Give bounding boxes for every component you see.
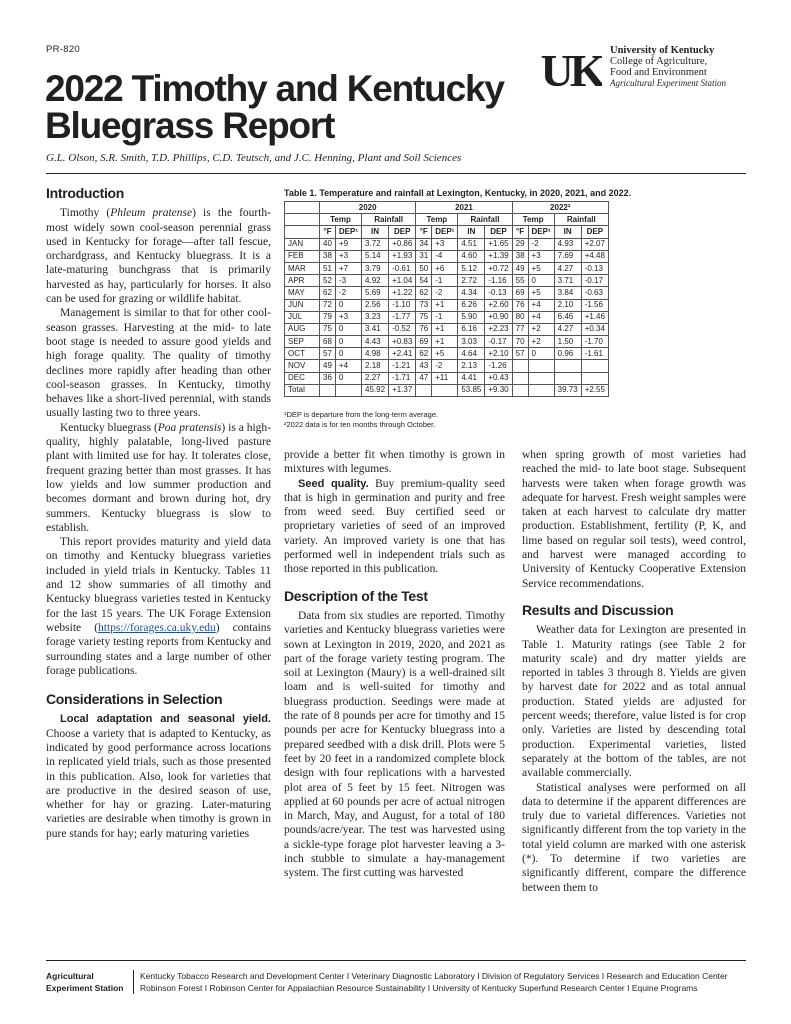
value-cell: +3 (335, 311, 361, 323)
value-cell: 50 (416, 262, 432, 274)
footer-station-label: Agricultural Experiment Station (46, 971, 124, 993)
value-cell: 0 (335, 348, 361, 360)
value-cell: 52 (320, 275, 336, 287)
value-cell: -1 (432, 275, 458, 287)
university-name: University of Kentucky (610, 45, 715, 56)
month-cell: APR (285, 275, 320, 287)
table-corner-cell (285, 214, 320, 226)
table-row (285, 311, 609, 323)
value-cell: 51 (320, 262, 336, 274)
column-3 (522, 448, 746, 895)
seed-quality-runin: Seed quality. (298, 477, 369, 490)
value-cell: +0.34 (581, 323, 608, 335)
value-cell: 38 (512, 250, 528, 262)
results-heading: Results and Discussion (522, 601, 674, 618)
value-cell: 3.72 (362, 238, 389, 250)
value-cell: +2.23 (485, 323, 512, 335)
value-cell: +3 (528, 250, 554, 262)
value-cell: 5.12 (458, 262, 485, 274)
column-subheader: DEP¹ (432, 226, 458, 238)
value-cell: 70 (512, 336, 528, 348)
value-cell: +1.22 (389, 287, 416, 299)
value-cell: 4.64 (458, 348, 485, 360)
value-cell: +4 (335, 360, 361, 372)
value-cell: -1.70 (581, 336, 608, 348)
value-cell (581, 372, 608, 384)
month-cell: OCT (285, 348, 320, 360)
value-cell: 75 (320, 323, 336, 335)
month-cell: Total (285, 384, 320, 396)
column-subheader: DEP (485, 226, 512, 238)
year-header: 2021 (416, 202, 512, 214)
author-list: G.L. Olson, S.R. Smith, T.D. Phillips, C.D. Teutsch, and J.C. Henning, Plant and Soil Sciences (46, 152, 462, 164)
value-cell: 62 (416, 348, 432, 360)
column-subheader: °F (320, 226, 336, 238)
value-cell: 4.51 (458, 238, 485, 250)
table-row (285, 250, 609, 262)
title-line-1: 2022 Timothy and Kentucky (45, 68, 504, 109)
column-subheader: DEP (389, 226, 416, 238)
weather-table (284, 201, 609, 397)
table-row (285, 372, 609, 384)
value-cell: +9 (335, 238, 361, 250)
results-paragraph-2: Statistical analyses were performed on all data to determine if the apparent differences are truly due to varietal differences. Varieties not significantly different from the top variety in the total yield column are marked with one asterisk (*). To determine if two varieties are significantly different, compare the difference between them to (522, 781, 746, 894)
considerations-heading: Considerations in Selection (46, 691, 223, 708)
year-header: 2020 (320, 202, 416, 214)
value-cell: +1 (432, 336, 458, 348)
logo-mark-text: UK (540, 45, 602, 94)
value-cell: +5 (432, 348, 458, 360)
table-corner-cell (285, 202, 320, 214)
table-subheader-row (285, 226, 609, 238)
value-cell: -2 (335, 287, 361, 299)
value-cell: 72 (320, 299, 336, 311)
column-subheader: IN (458, 226, 485, 238)
value-cell: -1.26 (485, 360, 512, 372)
month-header (285, 226, 320, 238)
value-cell: 47 (416, 372, 432, 384)
value-cell: 49 (320, 360, 336, 372)
value-cell: +2.07 (581, 238, 608, 250)
table-row (285, 384, 609, 396)
value-cell: -2 (432, 287, 458, 299)
value-cell: 38 (320, 250, 336, 262)
column-subheader: IN (362, 226, 389, 238)
value-cell: 80 (512, 311, 528, 323)
value-cell: 0 (335, 372, 361, 384)
value-cell: -1.61 (581, 348, 608, 360)
value-cell: 0 (528, 275, 554, 287)
value-cell: 62 (416, 287, 432, 299)
value-cell: 49 (512, 262, 528, 274)
value-cell: 2.56 (362, 299, 389, 311)
value-cell: +5 (528, 262, 554, 274)
table-row (285, 299, 609, 311)
value-cell: +2 (528, 323, 554, 335)
results-paragraph-1: Weather data for Lexington are presented in Table 1. Maturity ratings (see Table 2 for maturity scale) and dry matter yields are reported in tables 3 through 8. Yields are given by harvest date for 2022 and as total annual production. Stated yields are adjusted for percent weeds; therefore, value listed is for crop only. Varieties are listed by descending total production. Experimental varieties, listed separately at the bottom of the tables, are not available commercially. (522, 624, 746, 780)
value-cell: 73 (416, 299, 432, 311)
value-cell: 68 (320, 336, 336, 348)
value-cell: +1.65 (485, 238, 512, 250)
value-cell: 3.41 (362, 323, 389, 335)
temp-group-header: Temp (416, 214, 458, 226)
value-cell (528, 372, 554, 384)
value-cell: 4.93 (554, 238, 581, 250)
value-cell: 40 (320, 238, 336, 250)
value-cell (335, 384, 361, 396)
description-heading: Description of the Test (284, 587, 428, 604)
value-cell: +0.72 (485, 262, 512, 274)
value-cell: 0 (335, 336, 361, 348)
bluegrass-scientific-name: Poa pratensis (157, 421, 222, 434)
value-cell: 45.92 (362, 384, 389, 396)
value-cell: -1.16 (485, 275, 512, 287)
value-cell: 76 (416, 323, 432, 335)
value-cell: 53.85 (458, 384, 485, 396)
footer-units-line-1: Kentucky Tobacco Research and Development Center I Veterinary Diagnostic Laboratory I Division of Regulatory Services I Research and Education Center (140, 971, 728, 981)
value-cell: 62 (320, 287, 336, 299)
value-cell: 6.26 (458, 299, 485, 311)
value-cell: +5 (528, 287, 554, 299)
value-cell: +0.83 (389, 336, 416, 348)
value-cell: +3 (335, 250, 361, 262)
publication-number: PR-820 (46, 44, 81, 55)
value-cell: 4.60 (458, 250, 485, 262)
table-year-header-row (285, 202, 609, 214)
value-cell: +7 (335, 262, 361, 274)
value-cell: +4 (528, 299, 554, 311)
university-name-block (610, 45, 726, 89)
value-cell: -1.77 (389, 311, 416, 323)
value-cell: 6.16 (458, 323, 485, 335)
header-divider (46, 173, 746, 174)
month-cell: MAY (285, 287, 320, 299)
value-cell: +2 (528, 336, 554, 348)
value-cell: +0.43 (485, 372, 512, 384)
intro-paragraph-1: Timothy (Phleum pratense) is the fourth-most widely sown cool-season perennial grass used in Kentucky for forage—after tall fescue, orchardgrass, and Kentucky bluegrass. It is a late-maturing bunchgrass that is primarily harvested as hay, particularly for horses. It also can be used for grazing or wildlife habitat. (46, 207, 272, 306)
page-title (45, 70, 505, 144)
value-cell: +6 (432, 262, 458, 274)
value-cell: 2.72 (458, 275, 485, 287)
rainfall-group-header: Rainfall (362, 214, 416, 226)
table-row (285, 238, 609, 250)
value-cell: 3.71 (554, 275, 581, 287)
value-cell: 77 (512, 323, 528, 335)
value-cell (581, 360, 608, 372)
value-cell: -1.56 (581, 299, 608, 311)
month-cell: AUG (285, 323, 320, 335)
seed-quality-paragraph: Seed quality. Buy premium-quality seed that is high in germination and purity and free from weed seed. Buy certified seed or proprietary varieties of seed of an improved variety. An improved variety is one that has performed well in independent trials such as those reported in this publication. (284, 477, 505, 576)
table-row (285, 287, 609, 299)
intro-heading: Introduction (46, 185, 125, 201)
value-cell: 79 (320, 311, 336, 323)
column-subheader: °F (512, 226, 528, 238)
value-cell (432, 384, 458, 396)
value-cell: 3.79 (362, 262, 389, 274)
value-cell: 4.92 (362, 275, 389, 287)
temp-group-header: Temp (512, 214, 554, 226)
table-note-1: ¹DEP is departure from the long-term average. (284, 410, 439, 419)
footer-divider (46, 960, 746, 961)
value-cell: 34 (416, 238, 432, 250)
column-subheader: DEP¹ (335, 226, 361, 238)
month-cell: NOV (285, 360, 320, 372)
value-cell (528, 360, 554, 372)
table-note-2: ²2022 data is for ten months through October. (284, 420, 436, 429)
table-notes (284, 410, 438, 430)
value-cell: 2.10 (554, 299, 581, 311)
description-paragraph: Data from six studies are reported. Timothy varieties and Kentucky bluegrass varieties were sown at Lexington in 2019, 2020, and 2021 as part of the forage variety testing program. The soil at Lexington (Maury) is a well-drained silt loam and is well-suited for timothy and bluegrass production. Seedings were made at the rate of 8 pounds per acre for timothy and 15 pounds per acre for Kentucky bluegrass into a prepared seedbed with a disk drill. Plots were 5 feet by 20 feet in a randomized complete block design with four replications with a harvested plot area of 5 feet by 15 feet. Nitrogen was applied at 60 pounds per acre of actual nitrogen in March, May, and August, for a total of 180 pounds/acre/year. The test was harvested using a sickle-type forage plot harvester leaving a 3-inch stubble to simulate a hay-management system. The first cutting was harvested (284, 609, 505, 880)
value-cell (554, 372, 581, 384)
month-cell: DEC (285, 372, 320, 384)
intro-paragraph-2: Management is similar to that for other cool-season grasses. Harvesting at the mid- to late boot stage is needed to assure good yields and high forage quality. The quality of timothy declines more rapidly after heading than other cool-season grasses. In Kentucky, timothy behaves like a short-lived perennial, with stands usually lasting two to three years. (46, 307, 271, 420)
value-cell: +3 (432, 238, 458, 250)
value-cell: 36 (320, 372, 336, 384)
table-row (285, 323, 609, 335)
value-cell (512, 360, 528, 372)
value-cell: 5.14 (362, 250, 389, 262)
value-cell (512, 384, 528, 396)
value-cell: 2.18 (362, 360, 389, 372)
value-cell: -1 (432, 311, 458, 323)
value-cell (512, 372, 528, 384)
month-cell: JUN (285, 299, 320, 311)
value-cell: -0.17 (485, 336, 512, 348)
uk-logo-icon (540, 44, 602, 94)
value-cell (554, 360, 581, 372)
timothy-scientific-name: Phleum pratense (110, 207, 193, 220)
value-cell (416, 384, 432, 396)
forages-website-link[interactable]: https://forages.ca.uky.edu (98, 621, 216, 634)
value-cell (528, 384, 554, 396)
month-cell: MAR (285, 262, 320, 274)
continued-paragraph: provide a better fit when timothy is grown in mixtures with legumes. (284, 449, 505, 476)
footer-units-line-2: Robinson Forest I Robinson Center for Appalachian Resource Sustainability I University of Kentucky Superfund Research Center I Equine Programs (140, 983, 698, 993)
title-line-2: Bluegrass Report (45, 105, 335, 146)
month-cell: SEP (285, 336, 320, 348)
local-adaptation-paragraph: Local adaptation and seasonal yield. Choose a variety that is adapted to Kentucky, as indicated by good performance across locations in replicated yield trials, such as those presented in this publication. Also, look for varieties that are productive in the desired season of use, whether for hay or grazing. Later-maturing varieties are desirable when timothy is grown in pure stands for hay; early maturing varieties (46, 713, 271, 840)
value-cell: +4.48 (581, 250, 608, 262)
value-cell: 4.98 (362, 348, 389, 360)
value-cell: -0.17 (581, 275, 608, 287)
value-cell: 5.90 (458, 311, 485, 323)
table-body (285, 238, 609, 396)
value-cell: +4 (528, 311, 554, 323)
value-cell (320, 384, 336, 396)
intro-paragraph-3: Kentucky bluegrass (Poa pratensis) is a high-quality, highly palatable, long-lived pasture plant with limited use for hay. It tolerates close, frequent grazing better than most grasses. It has low yields and low summer production and becomes dormant and brown during hot, dry summers. Kentucky bluegrass is slow to establish. (46, 421, 271, 534)
value-cell: 3.84 (554, 287, 581, 299)
value-cell: 4.41 (458, 372, 485, 384)
value-cell: 0.96 (554, 348, 581, 360)
value-cell: -0.13 (485, 287, 512, 299)
table-group-header-row (285, 214, 609, 226)
value-cell: 5.69 (362, 287, 389, 299)
table-1-caption: Table 1. Temperature and rainfall at Lexington, Kentucky, in 2020, 2021, and 2022. (284, 188, 632, 198)
value-cell: 6.46 (554, 311, 581, 323)
value-cell: -1.10 (389, 299, 416, 311)
value-cell: 0 (335, 323, 361, 335)
value-cell: 4.43 (362, 336, 389, 348)
value-cell: 69 (512, 287, 528, 299)
value-cell: +2.55 (581, 384, 608, 396)
value-cell: -0.13 (581, 262, 608, 274)
footer-units-list (140, 970, 728, 994)
value-cell: 0 (528, 348, 554, 360)
value-cell: -0.52 (389, 323, 416, 335)
value-cell: 3.03 (458, 336, 485, 348)
value-cell: -4 (432, 250, 458, 262)
value-cell: -1.21 (389, 360, 416, 372)
intro-paragraph-4: This report provides maturity and yield data on timothy and Kentucky bluegrass varieties included in yield trials in Kentucky. Tables 11 and 12 show summaries of all timothy and Kentucky bluegrass varieties tested in Kentucky for the last 15 years. The UK Forage Extension website (https://forages.ca.uky.edu) contains forage variety testing reports from Kentucky and surrounding states and a large number of other forage publications. (46, 536, 271, 677)
value-cell: 29 (512, 238, 528, 250)
table-row (285, 336, 609, 348)
value-cell: +1.04 (389, 275, 416, 287)
value-cell: 54 (416, 275, 432, 287)
station-name: Agricultural Experiment Station (610, 78, 726, 88)
table-row (285, 262, 609, 274)
column-subheader: DEP (581, 226, 608, 238)
value-cell: 1.50 (554, 336, 581, 348)
value-cell: -1.71 (389, 372, 416, 384)
value-cell: +0.90 (485, 311, 512, 323)
value-cell: +2.60 (485, 299, 512, 311)
value-cell: +11 (432, 372, 458, 384)
year-header: 2022² (512, 202, 608, 214)
value-cell: 4.27 (554, 323, 581, 335)
table-row (285, 360, 609, 372)
value-cell: +2.41 (389, 348, 416, 360)
temp-group-header: Temp (320, 214, 362, 226)
value-cell: -0.61 (389, 262, 416, 274)
value-cell: +1 (432, 299, 458, 311)
value-cell: 69 (416, 336, 432, 348)
value-cell: 57 (512, 348, 528, 360)
month-cell: JAN (285, 238, 320, 250)
table-row (285, 348, 609, 360)
value-cell: 75 (416, 311, 432, 323)
value-cell: +1.93 (389, 250, 416, 262)
value-cell: +1 (432, 323, 458, 335)
column-1 (46, 186, 271, 841)
value-cell: +1.46 (581, 311, 608, 323)
value-cell: 76 (512, 299, 528, 311)
value-cell: 39.73 (554, 384, 581, 396)
value-cell: +0.86 (389, 238, 416, 250)
table-row (285, 275, 609, 287)
value-cell: 2.27 (362, 372, 389, 384)
value-cell: -2 (432, 360, 458, 372)
value-cell: -2 (528, 238, 554, 250)
footer-separator (133, 970, 134, 994)
value-cell: +2.10 (485, 348, 512, 360)
month-cell: JUL (285, 311, 320, 323)
college-name-line-1: College of Agriculture, (610, 56, 708, 67)
value-cell: 4.34 (458, 287, 485, 299)
value-cell: +9.30 (485, 384, 512, 396)
value-cell: -3 (335, 275, 361, 287)
column-subheader: °F (416, 226, 432, 238)
value-cell: 31 (416, 250, 432, 262)
rainfall-group-header: Rainfall (458, 214, 512, 226)
column-subheader: DEP¹ (528, 226, 554, 238)
value-cell: 0 (335, 299, 361, 311)
column-2 (284, 448, 505, 881)
value-cell: 2.13 (458, 360, 485, 372)
value-cell: 57 (320, 348, 336, 360)
continued-paragraph: when spring growth of most varieties had reached the mid- to late boot stage. Subsequent harvests were taken when forage growth was adequate for harvest. Fresh weight samples were taken at each harvest to calculate dry matter production. Establishment, fertility (P, K, and lime based on regular soil tests), weed control, and harvest were managed according to University of Kentucky Cooperative Extension Service recommendations. (522, 449, 746, 590)
column-subheader: IN (554, 226, 581, 238)
value-cell: 7.69 (554, 250, 581, 262)
value-cell: +1.39 (485, 250, 512, 262)
value-cell: 4.27 (554, 262, 581, 274)
value-cell: -0.63 (581, 287, 608, 299)
value-cell: 43 (416, 360, 432, 372)
month-cell: FEB (285, 250, 320, 262)
college-name-line-2: Food and Environment (610, 67, 707, 78)
value-cell: 55 (512, 275, 528, 287)
rainfall-group-header: Rainfall (554, 214, 608, 226)
value-cell: +1.37 (389, 384, 416, 396)
local-adaptation-runin: Local adaptation and seasonal yield. (60, 713, 271, 726)
value-cell: 3.23 (362, 311, 389, 323)
